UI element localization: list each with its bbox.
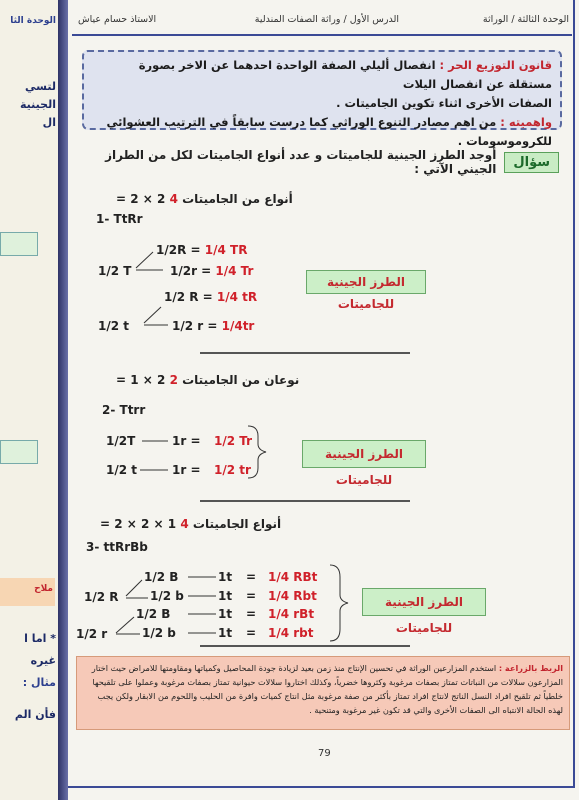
- ex2-count: [116, 373, 299, 387]
- question-text: أوجد الطرز الجينية للجاميتات و عدد أنواع الجاميتات لكل من الطراز الجيني الآتي :: [105, 148, 497, 176]
- ex1-genotype: 1- TtRr: [96, 212, 143, 226]
- left-page-green-box: [0, 232, 38, 256]
- left-facing-page: [0, 0, 58, 800]
- ex3-formula: 1 × 2 × 2 =: [100, 517, 177, 531]
- ex3-row4-t: 1t: [218, 626, 233, 640]
- left-page-note-box: [0, 578, 55, 606]
- ex3-row1-value: 1/4 RBt: [268, 570, 318, 584]
- ex3-row3-b: 1/2 B: [136, 607, 171, 621]
- ex3-count-label: أنواع الجاميتات: [192, 517, 282, 531]
- ex3-count-value: 4: [180, 517, 189, 531]
- ex2-count-value: 2: [169, 373, 178, 387]
- header-divider: [72, 34, 572, 36]
- left-page-line: فأن الم: [14, 708, 56, 721]
- ex3-row2-value: 1/4 Rbt: [268, 589, 317, 603]
- ex1-branch-T: 1/2 T: [98, 264, 132, 278]
- ex2-genotype: 2- Ttrr: [102, 403, 146, 417]
- ex3-left-r: 1/2 r: [76, 627, 108, 641]
- ex1-row3-left: 1/2 R =: [164, 290, 213, 304]
- agriculture-note-title: الربط بالزراعة :: [498, 663, 563, 673]
- ex2-answer-box: الطرز الجينية للجاميتات: [302, 440, 426, 468]
- header-teacher: الاستاذ حسام عياش: [78, 14, 157, 25]
- ex3-row2-t: 1t: [218, 589, 233, 603]
- divider-2: [200, 500, 410, 502]
- page-header: [74, 14, 569, 30]
- law-title: قانون التوزيع الحر :: [439, 58, 552, 72]
- ex3-row2-eq: =: [246, 589, 257, 603]
- ex2-row2-a: 1/2 t: [106, 463, 137, 477]
- left-page-line: * اما ا: [24, 632, 56, 645]
- left-page-line: ال: [42, 116, 56, 129]
- left-page-line: لتسي: [25, 80, 56, 93]
- importance-title: واهميته :: [500, 115, 552, 129]
- ex3-row1-eq: =: [246, 570, 257, 584]
- ex1-formula: 2 × 2 =: [116, 192, 166, 206]
- ex2-row1-c: 1/2 Tr: [214, 434, 253, 448]
- divider-1: [200, 352, 410, 354]
- law-text-1: انفصال أليلي الصفة الواحدة احدهما عن الاخر بصورة مستقلة عن انفصال اليلات: [138, 58, 552, 91]
- page-number: 79: [318, 748, 331, 759]
- ex1-row1-left: 1/2R =: [156, 243, 201, 257]
- ex3-row4-eq: =: [246, 626, 257, 640]
- ex2-formula: 2 × 1 =: [116, 373, 166, 387]
- ex3-row1-b: 1/2 B: [144, 570, 179, 584]
- ex3-count: [100, 517, 281, 531]
- ex2-row1-b: 1r =: [172, 434, 201, 448]
- ex2-row2-c: 1/2 tr: [214, 463, 251, 477]
- ex1-answer-box: الطرز الجينية للجاميتات: [306, 270, 426, 294]
- ex2-row2-b: 1r =: [172, 463, 201, 477]
- ex1-row4-right: 1/4tr: [221, 319, 255, 333]
- book-spine: [58, 0, 68, 800]
- left-page-header: الوحدة الثا: [10, 16, 56, 26]
- ex2-count-label: نوعان من الجاميتات: [182, 373, 300, 387]
- ex1-row3-right: 1/4 tR: [216, 290, 258, 304]
- ex3-row2-b: 1/2 b: [150, 589, 184, 603]
- ex1-row1-right: 1/4 TR: [204, 243, 248, 257]
- ex3-row4-value: 1/4 rbt: [268, 626, 314, 640]
- ex1-row2: [170, 264, 253, 278]
- ex3-answer-box: الطرز الجينية للجاميتات: [362, 588, 486, 616]
- left-page-line: مثال :: [22, 676, 56, 689]
- ex3-row3-value: 1/4 rBt: [268, 607, 315, 621]
- ex1-row2-left: 1/2r =: [170, 264, 212, 278]
- ex1-count: [116, 192, 293, 206]
- ex1-row4-left: 1/2 r =: [172, 319, 218, 333]
- main-page: [68, 0, 579, 800]
- agriculture-note-box: [76, 656, 570, 730]
- ex3-genotype: 3- ttRrBb: [86, 540, 148, 554]
- ex1-count-value: 4: [169, 192, 178, 206]
- header-lesson: الدرس الأول / وراثة الصفات المندلية: [254, 14, 399, 25]
- importance-text: من اهم مصادر التنوع الوراثي كما درست سابقاً في الترتيب العشوائي للكروموسومات .: [106, 115, 552, 148]
- law-box: [82, 50, 562, 148]
- ex1-row4: [172, 319, 254, 333]
- ex3-row4-b: 1/2 b: [142, 626, 176, 640]
- ex1-row2-right: 1/4 Tr: [215, 264, 254, 278]
- ex3-row3-eq: =: [246, 607, 257, 621]
- divider-3: [200, 645, 410, 647]
- ex1-count-label: أنواع من الجاميتات: [182, 192, 293, 206]
- ex3-left-R: 1/2 R: [84, 590, 119, 604]
- header-unit: الوحدة الثالثة / الوراثة: [482, 14, 569, 25]
- left-page-line: الجينية: [20, 98, 56, 111]
- ex2-row1-a: 1/2T: [106, 434, 136, 448]
- left-page-note-label: ملاح: [34, 584, 53, 594]
- law-text-2: الصفات الأخرى اثناء تكوين الجاميتات .: [336, 96, 552, 110]
- ex1-row3: [164, 290, 257, 304]
- left-page-line: غيره: [30, 654, 56, 667]
- ex3-row1-t: 1t: [218, 570, 233, 584]
- left-page-green-box: [0, 440, 38, 464]
- ex3-row3-t: 1t: [218, 607, 233, 621]
- question-label: سؤال: [504, 152, 559, 173]
- ex1-row1: [156, 243, 247, 257]
- ex1-branch-t: 1/2 t: [98, 319, 129, 333]
- agriculture-note-text: استخدم المزارعين الوراثة في تحسين الإنتاج منذ زمن بعيد لزيادة جودة المحاصيل وكمياتها ومقاومتها للامراض حيث اختار المزارعون سلالات من النباتات تمتاز بصفات مرغوبة وكثروها خضرياً، وكذلك اختاروا سلالات حيوانية تمتاز بصفات مرغوبة وعملوا على تلقيحها خلطياً ثم تلقيح افراد النسل الناتج لانتاج افراد تمتاز بأكثر من صفة مرغوبة مثل انتاج كميات وافرة من الحليب واللحوم من الابقار ولكن يجب لهذه الحالة الانتباه الى الصفات الأخرى والتي قد تكون غير مرغوبة ومتنحية .: [91, 663, 563, 715]
- question-row: [68, 150, 559, 174]
